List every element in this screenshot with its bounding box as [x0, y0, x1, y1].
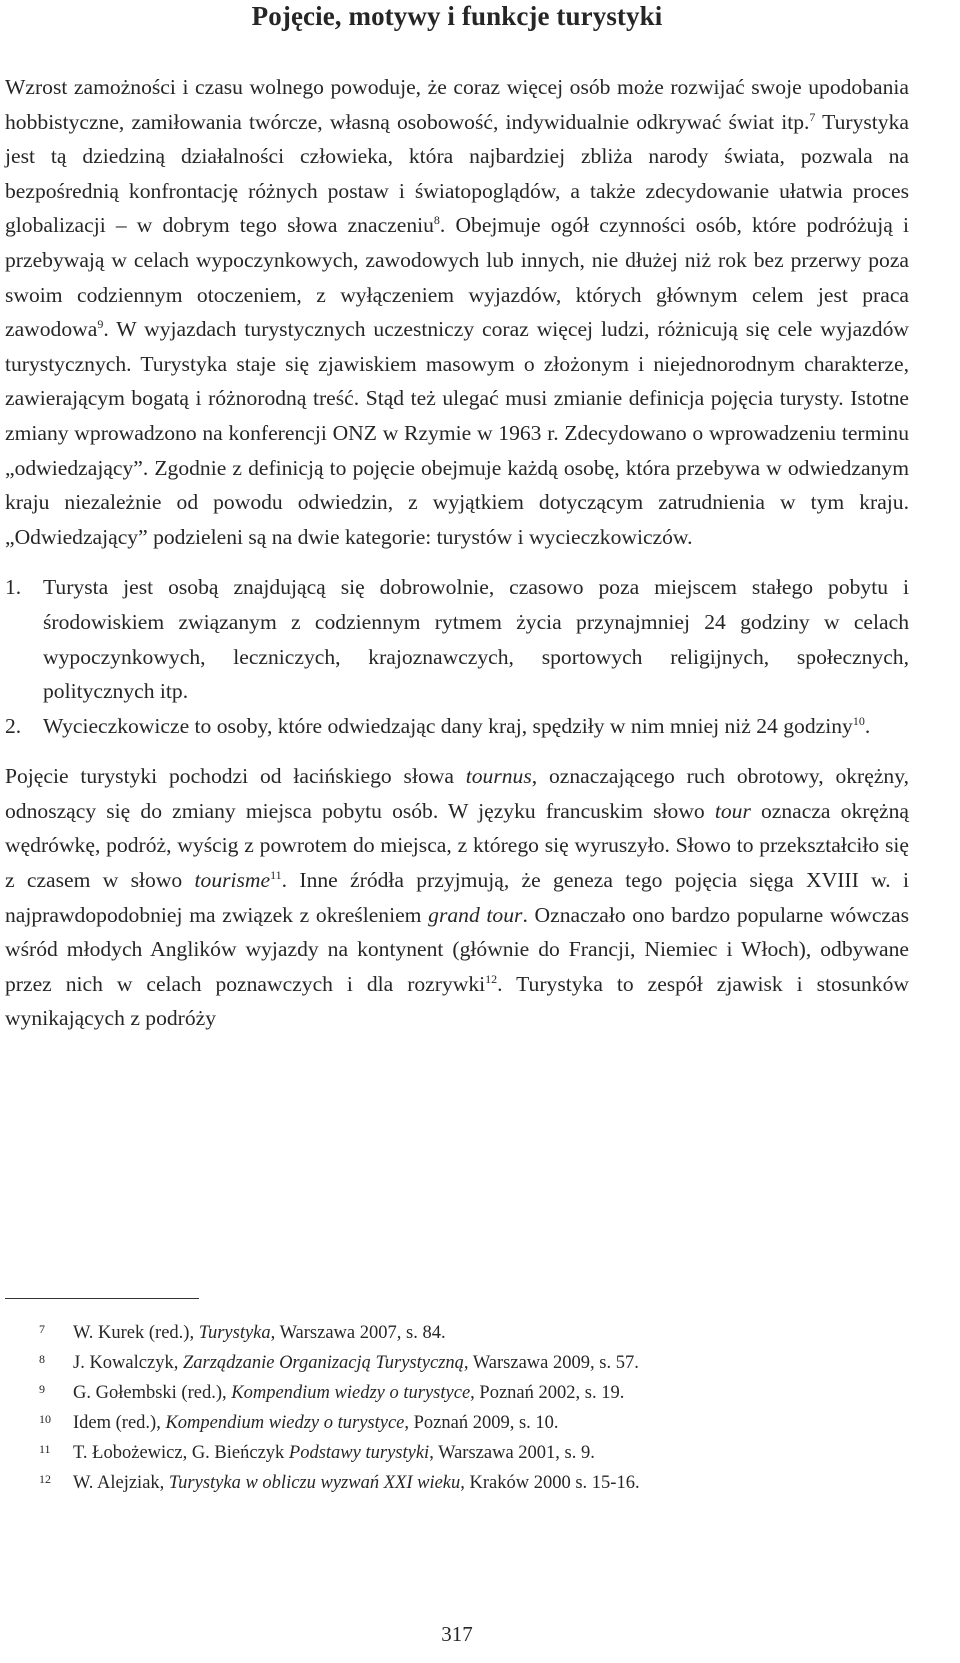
footnote [5, 1348, 909, 1378]
list-item-number: 1. [5, 575, 22, 600]
italic-term: tourisme [194, 868, 271, 893]
footnote-text: T. Łobożewicz, G. Bieńczyk Podstawy turystyki, Warszawa 2001, s. 9. [73, 1443, 595, 1463]
italic-term: grand tour [428, 902, 523, 927]
list-item-number: 2. [5, 713, 22, 738]
footnote-divider [5, 1298, 199, 1299]
paragraph-1: Wzrost zamożności i czasu wolnego powoduje, że coraz więcej osób może rozwijać swoje upodobania hobbistyczne, zamiłowania twórcze, własną osobowość, indywidualnie odkrywać świat itp.$^7$ Turystyka jest tą dziedziną działalności człowieka, która najbardziej zbliża narody świata, pozwala na bezpośrednią konfrontację różnych postaw i światopoglądów, a także zdecydowanie ułatwia proces globalizacji – w dobrym tego słowa znaczeniu$^8$. Obejmuje ogół czynności osób, które podróżują i przebywają w celach wypoczynkowych, zawodowych lub innych, nie dłużej niż rok bez przerwy poza swoim codziennym otoczeniem, z wyłączeniem wyjazdów, których głównym celem jest praca zawodowa$^9$. W wyjazdach turystycznych uczestniczy coraz więcej ludzi, różnicują się cele wyjazdów turystycznych. Turystyka staje się zjawiskiem masowym o złożonym i niejednorodnym charakterze, zawierającym bogatą i różnorodną treść. Stąd też ulegać musi zmianie definicja pojęcia turysty. Istotne zmiany wprowadzono na konferencji ONZ w Rzymie w 1963 r. Zdecydowano o wprowadzeniu terminu „odwiedzający”. Zgodnie z definicją to pojęcie obejmuje każdą osobę, która przebywa w odwiedzanym kraju niezależnie od powodu odwiedzin, z wyjątkiem dotyczącym zatrudnienia w tym kraju. „Odwiedzający” podzieleni są na dwie kategorie: turystów i wycieczkowiczów. [5, 75, 909, 549]
footnote [5, 1468, 909, 1498]
footnote-reference: 8 [433, 213, 440, 228]
main-text [5, 70, 909, 1036]
footnote [5, 1318, 909, 1348]
italic-term: Podstawy turystyki [288, 1443, 430, 1463]
footnote-reference: 10 [852, 713, 865, 728]
list-item-text: Turysta jest osobą znajdującą się dobrowolnie, czasowo poza miejscem stałego pobytu i środowiskiem związanym z codziennym rytmem życia przynajmniej 24 godziny w celach wypoczynkowych, leczniczych, krajoznawczych, sportowych religijnych, społecznych, politycznych itp. [43, 575, 909, 704]
footnote-number: 12 [39, 1472, 51, 1486]
footnote [5, 1438, 909, 1468]
footnote-reference: 12 [485, 971, 498, 986]
italic-term: tournus [465, 764, 532, 789]
footnote-number: 7 [39, 1322, 45, 1336]
footnote-text: Idem (red.), Kompendium wiedzy o turystyce, Poznań 2009, s. 10. [73, 1413, 559, 1433]
list-item-text: Wycieczkowicze to osoby, które odwiedzając dany kraj, spędziły w nim mniej niż 24 godziny$^{10}$. [43, 713, 871, 738]
footnotes [5, 1318, 909, 1498]
document-page [5, 0, 910, 1646]
list-item [5, 709, 909, 744]
italic-term: tour [714, 798, 751, 823]
paragraph-2: Pojęcie turystyki pochodzi od łacińskiego słowa tournus, oznaczającego ruch obrotowy, okrężny, odnoszący się do zmiany miejsca pobytu osób. W języku francuskim słowo tour oznacza okrężną wędrówkę, podróż, wyścig z powrotem do miejsca, z którego się wyruszyło. Słowo to przekształciło się z czasem w słowo tourisme$^{11}$. Inne źródła przyjmują, że geneza tego pojęcia sięga XVIII w. i najprawdopodobniej ma związek z określeniem grand tour. Oznaczało ono bardzo popularne wówczas wśród młodych Anglików wyjazdy na kontynent (głównie do Francji, Niemiec i Włoch), odbywane przez nich w celach poznawczych i dla rozrywki$^{12}$. Turystyka to zespół zjawisk i stosunków wynikających z podróży [5, 764, 910, 1031]
definition-list [5, 570, 909, 743]
page-title: Pojęcie, motywy i funkcje turystyki [251, 1, 663, 31]
footnote-text: W. Kurek (red.), Turystyka, Warszawa 2007, s. 84. [73, 1323, 446, 1343]
footnote-number: 9 [39, 1382, 45, 1396]
italic-term: Turystyka [198, 1323, 271, 1343]
italic-term: Kompendium wiedzy o turystyce [165, 1413, 405, 1433]
footnote-text: W. Alejziak, Turystyka w obliczu wyzwań XXI wieku, Kraków 2000 s. 15-16. [73, 1473, 640, 1493]
italic-term: Kompendium wiedzy o turystyce [231, 1383, 471, 1403]
footnote-number: 11 [39, 1442, 51, 1456]
footnote-text: J. Kowalczyk, Zarządzanie Organizacją Turystyczną, Warszawa 2009, s. 57. [73, 1353, 639, 1373]
footnote-text: G. Gołembski (red.), Kompendium wiedzy o turystyce, Poznań 2002, s. 19. [73, 1383, 625, 1403]
list-item [5, 570, 909, 708]
italic-term: Zarządzanie Organizacją Turystyczną [182, 1353, 464, 1373]
italic-term: Turystyka w obliczu wyzwań XXI wieku [168, 1473, 461, 1493]
page-number: 317 [441, 1622, 473, 1646]
footnote [5, 1378, 909, 1408]
footnote-reference: 7 [809, 109, 816, 124]
footnote-reference: 11 [270, 868, 282, 883]
footnote-reference: 9 [97, 317, 104, 332]
footnote-number: 8 [39, 1352, 45, 1366]
footnote-number: 10 [39, 1412, 51, 1426]
footnote [5, 1408, 909, 1438]
